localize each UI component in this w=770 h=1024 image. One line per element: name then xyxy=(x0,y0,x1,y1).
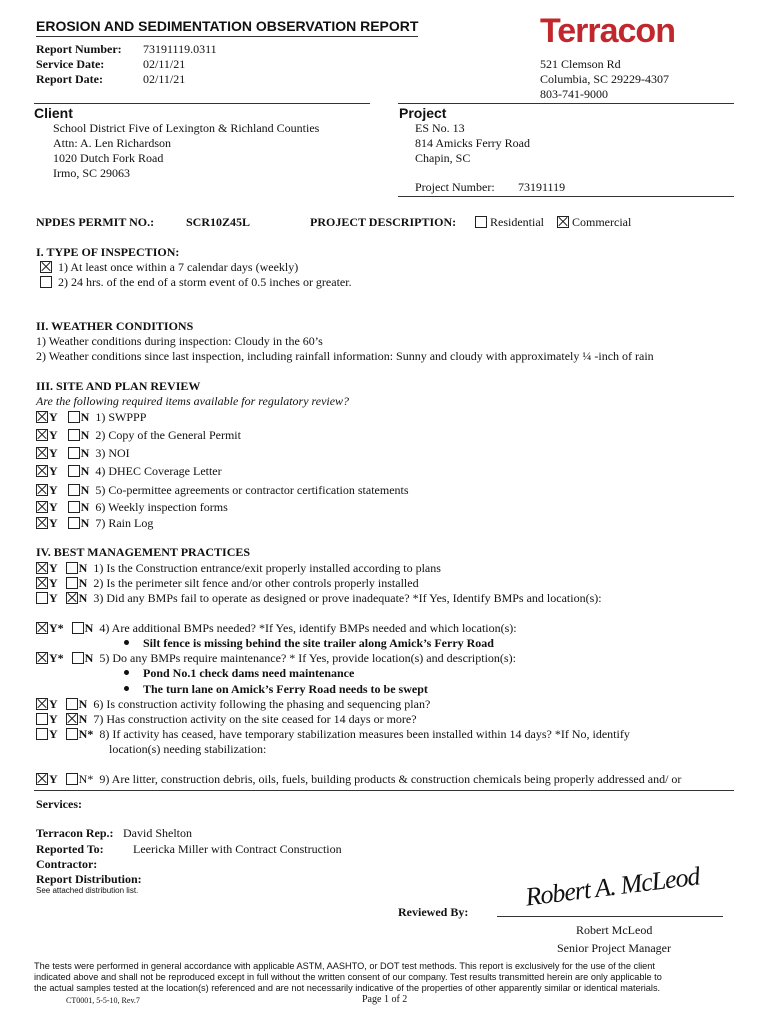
report-number-label: Report Number: xyxy=(36,42,122,56)
company-address-line-2: Columbia, SC 29229-4307 xyxy=(540,72,670,86)
no-checkbox[interactable] xyxy=(72,622,84,634)
no-checkbox[interactable] xyxy=(68,429,80,441)
commercial-label: Commercial xyxy=(572,215,632,229)
residential-checkbox[interactable] xyxy=(475,216,487,228)
bmp-item-text: 2) Is the perimeter silt fence and/or other controls properly installed xyxy=(93,576,419,590)
bmp-bullet-text: Pond No.1 check dams need maintenance xyxy=(143,666,355,680)
no-label: N xyxy=(80,516,90,530)
project-rule xyxy=(398,103,734,104)
yes-label: Y xyxy=(49,446,58,460)
terracon-logo: Terracon xyxy=(540,12,675,50)
yes-label: Y xyxy=(49,697,58,711)
site-item-row xyxy=(36,483,409,498)
no-checkbox[interactable] xyxy=(68,447,80,459)
weekly-checkbox[interactable] xyxy=(40,261,52,273)
yes-label: Y xyxy=(49,516,58,530)
yes-label: Y xyxy=(49,772,58,786)
weather-heading: II. WEATHER CONDITIONS xyxy=(36,319,194,333)
site-review-heading: III. SITE AND PLAN REVIEW xyxy=(36,379,201,393)
yes-label: Y xyxy=(49,561,58,575)
no-checkbox[interactable] xyxy=(66,773,78,785)
no-checkbox[interactable] xyxy=(68,484,80,496)
yes-checkbox[interactable] xyxy=(36,592,48,604)
bullet-icon xyxy=(124,686,129,691)
no-label: N xyxy=(80,410,90,424)
no-checkbox[interactable] xyxy=(66,698,78,710)
no-checkbox[interactable] xyxy=(66,577,78,589)
bmp-bullet xyxy=(124,636,494,651)
residential-option[interactable] xyxy=(475,215,544,230)
services-label: Services: xyxy=(36,797,82,811)
site-item-row xyxy=(36,500,228,515)
yes-label: Y xyxy=(49,500,58,514)
no-label: N xyxy=(80,483,90,497)
company-address-line-1: 521 Clemson Rd xyxy=(540,57,621,71)
bmp-item-text: 7) Has construction activity on the site ceased for 14 days or more? xyxy=(93,712,417,726)
bmp-item-row xyxy=(36,621,517,636)
no-checkbox[interactable] xyxy=(68,465,80,477)
no-checkbox[interactable] xyxy=(68,517,80,529)
client-rule xyxy=(34,103,370,104)
inspection-heading: I. TYPE OF INSPECTION: xyxy=(36,245,180,259)
yes-label: Y* xyxy=(49,621,64,635)
site-item-row xyxy=(36,410,146,425)
yes-checkbox[interactable] xyxy=(36,447,48,459)
no-checkbox[interactable] xyxy=(68,411,80,423)
bullet-icon xyxy=(124,640,129,645)
permit-value: SCR10Z45L xyxy=(186,215,251,229)
weather-line-2: 2) Weather conditions since last inspection, including rainfall information: Sunny and cloudy with approximately ¼ -inch of rain xyxy=(36,349,654,363)
client-line-3: 1020 Dutch Fork Road xyxy=(53,151,164,165)
site-item-row xyxy=(36,516,153,531)
no-label: N xyxy=(80,464,90,478)
project-description-label: PROJECT DESCRIPTION: xyxy=(310,215,457,229)
terracon-rep-value: David Shelton xyxy=(123,826,192,840)
no-label: N xyxy=(84,651,94,665)
no-label: N xyxy=(78,576,88,590)
commercial-option[interactable] xyxy=(557,215,631,230)
bullet-icon xyxy=(124,670,129,675)
report-date-label: Report Date: xyxy=(36,72,103,86)
site-item-text: 2) Copy of the General Permit xyxy=(95,428,241,442)
yes-checkbox[interactable] xyxy=(36,577,48,589)
bmp-bullet-text: Silt fence is missing behind the site trailer along Amick’s Ferry Road xyxy=(143,636,494,650)
reported-to-value: Leericka Miller with Contract Construction xyxy=(133,842,342,856)
yes-checkbox[interactable] xyxy=(36,501,48,513)
contractor-label: Contractor: xyxy=(36,857,98,871)
service-date-value: 02/11/21 xyxy=(143,57,186,71)
yes-label: Y xyxy=(49,712,58,726)
bmp-item-row xyxy=(36,651,516,666)
yes-label: Y xyxy=(49,483,58,497)
yes-label: Y* xyxy=(49,651,64,665)
page-number: Page 1 of 2 xyxy=(362,994,408,1005)
project-number-value: 73191119 xyxy=(518,180,566,194)
disclaimer-line-1: The tests were performed in general accordance with applicable ASTM, AASHTO, or DOT test methods. This report is exclusively for the use of the client xyxy=(34,961,655,971)
bmp-bullet xyxy=(124,682,428,697)
weekly-label: 1) At least once within a 7 calendar days (weekly) xyxy=(58,260,299,274)
no-label: N xyxy=(78,697,88,711)
bmp-item-row xyxy=(36,727,630,742)
bmp-bullet-text: The turn lane on Amick’s Ferry Road needs to be swept xyxy=(143,682,428,696)
no-checkbox[interactable] xyxy=(66,562,78,574)
signature-line xyxy=(497,916,723,917)
yes-checkbox[interactable] xyxy=(36,773,48,785)
yes-label: Y xyxy=(49,727,58,741)
yes-checkbox[interactable] xyxy=(36,728,48,740)
no-checkbox[interactable] xyxy=(66,728,78,740)
reviewed-by-label: Reviewed By: xyxy=(398,905,469,919)
site-item-row xyxy=(36,446,130,461)
no-label: N xyxy=(78,561,88,575)
bmp-end-rule xyxy=(34,790,734,791)
inspection-option-weekly[interactable] xyxy=(40,260,298,275)
client-line-4: Irmo, SC 29063 xyxy=(53,166,131,180)
project-line-2: 814 Amicks Ferry Road xyxy=(415,136,530,150)
no-label: N xyxy=(80,428,90,442)
client-line-2: Attn: A. Len Richardson xyxy=(53,136,171,150)
project-number-rule xyxy=(398,196,734,197)
bmp-item-row xyxy=(36,772,681,787)
no-label: N xyxy=(78,591,88,605)
bmp-bullet xyxy=(124,666,354,681)
reviewer-title: Senior Project Manager xyxy=(557,941,671,955)
no-checkbox[interactable] xyxy=(72,652,84,664)
storm-checkbox[interactable] xyxy=(40,276,52,288)
yes-label: Y xyxy=(49,576,58,590)
bmp-item-row xyxy=(36,576,419,591)
site-item-text: 7) Rain Log xyxy=(95,516,154,530)
reviewer-signature: Robert A. McLeod xyxy=(523,861,701,912)
yes-checkbox[interactable] xyxy=(36,517,48,529)
disclaimer-line-3: the actual samples tested at the location(s) referenced and are not necessarily indicative of the properties of other apparently similar or identical materials. xyxy=(34,983,661,993)
distribution-label: Report Distribution: xyxy=(36,872,142,886)
site-item-row xyxy=(36,464,222,479)
service-date-label: Service Date: xyxy=(36,57,105,71)
report-number-value: 73191119.0311 xyxy=(143,42,217,56)
site-item-text: 6) Weekly inspection forms xyxy=(95,500,228,514)
reviewer-name: Robert McLeod xyxy=(576,923,653,937)
inspection-option-storm[interactable] xyxy=(40,275,352,290)
residential-label: Residential xyxy=(490,215,544,229)
no-label: N xyxy=(80,500,90,514)
bmp-item-text: 5) Do any BMPs require maintenance? * If Yes, provide location(s) and description(s): xyxy=(99,651,516,665)
bmp-item-text: 4) Are additional BMPs needed? *If Yes, identify BMPs needed and which location(s): xyxy=(99,621,517,635)
bmp-item-row xyxy=(36,712,417,727)
bmp-item-row xyxy=(36,591,602,606)
yes-checkbox[interactable] xyxy=(36,465,48,477)
form-code: CT0001, 5-5-10, Rev.7 xyxy=(66,996,140,1005)
yes-label: Y xyxy=(49,591,58,605)
storm-label: 2) 24 hrs. of the end of a storm event of 0.5 inches or greater. xyxy=(58,275,352,289)
client-line-1: School District Five of Lexington & Richland Counties xyxy=(53,121,320,135)
bmp-item-row xyxy=(36,697,430,712)
yes-checkbox[interactable] xyxy=(36,484,48,496)
no-checkbox[interactable] xyxy=(66,713,78,725)
bmp-item-continuation: location(s) needing stabilization: xyxy=(109,742,267,756)
project-heading: Project xyxy=(399,105,447,121)
site-item-text: 1) SWPPP xyxy=(95,410,147,424)
disclaimer-line-2: indicated above and shall not be reproduced except in full without the written consent of our company. Test results transmitted herein are only applicable to xyxy=(34,972,662,982)
permit-label: NPDES PERMIT NO.: xyxy=(36,215,155,229)
project-line-1: ES No. 13 xyxy=(415,121,465,135)
company-phone: 803-741-9000 xyxy=(540,87,608,101)
site-item-row xyxy=(36,428,241,443)
yes-checkbox[interactable] xyxy=(36,411,48,423)
yes-checkbox[interactable] xyxy=(36,622,48,634)
yes-label: Y xyxy=(49,464,58,478)
client-heading: Client xyxy=(34,105,73,121)
bmp-item-text: 9) Are litter, construction debris, oils, fuels, building products & construction chemicals being properly addressed and/ or xyxy=(99,772,682,786)
no-label: N* xyxy=(78,772,94,786)
distribution-note: See attached distribution list. xyxy=(36,886,139,895)
no-label: N xyxy=(78,712,88,726)
no-label: N xyxy=(84,621,94,635)
site-review-question: Are the following required items available for regulatory review? xyxy=(36,394,350,408)
no-label: N* xyxy=(78,727,94,741)
reported-to-label: Reported To: xyxy=(36,842,104,856)
yes-checkbox[interactable] xyxy=(36,429,48,441)
no-checkbox[interactable] xyxy=(66,592,78,604)
project-number-label: Project Number: xyxy=(415,180,495,194)
bmp-item-text: 1) Is the Construction entrance/exit properly installed according to plans xyxy=(93,561,441,575)
title-underline xyxy=(36,36,418,37)
report-title: EROSION AND SEDIMENTATION OBSERVATION REPORT xyxy=(36,18,419,34)
site-item-text: 4) DHEC Coverage Letter xyxy=(95,464,222,478)
no-checkbox[interactable] xyxy=(68,501,80,513)
yes-label: Y xyxy=(49,428,58,442)
yes-checkbox[interactable] xyxy=(36,713,48,725)
bmp-item-text: 3) Did any BMPs fail to operate as designed or prove inadequate? *If Yes, Identify BMPs and location(s): xyxy=(93,591,602,605)
bmp-heading: IV. BEST MANAGEMENT PRACTICES xyxy=(36,545,251,559)
site-item-text: 3) NOI xyxy=(95,446,130,460)
yes-checkbox[interactable] xyxy=(36,562,48,574)
report-date-value: 02/11/21 xyxy=(143,72,186,86)
weather-line-1: 1) Weather conditions during inspection: Cloudy in the 60’s xyxy=(36,334,323,348)
site-item-text: 5) Co-permittee agreements or contractor certification statements xyxy=(95,483,409,497)
bmp-item-text: 8) If activity has ceased, have temporary stabilization measures been installed within 14 days? *If No, identify xyxy=(99,727,630,741)
terracon-rep-label: Terracon Rep.: xyxy=(36,826,114,840)
yes-checkbox[interactable] xyxy=(36,652,48,664)
yes-checkbox[interactable] xyxy=(36,698,48,710)
bmp-item-text: 6) Is construction activity following the phasing and sequencing plan? xyxy=(93,697,431,711)
commercial-checkbox[interactable] xyxy=(557,216,569,228)
bmp-item-row xyxy=(36,561,441,576)
no-label: N xyxy=(80,446,90,460)
yes-label: Y xyxy=(49,410,58,424)
project-line-3: Chapin, SC xyxy=(415,151,471,165)
